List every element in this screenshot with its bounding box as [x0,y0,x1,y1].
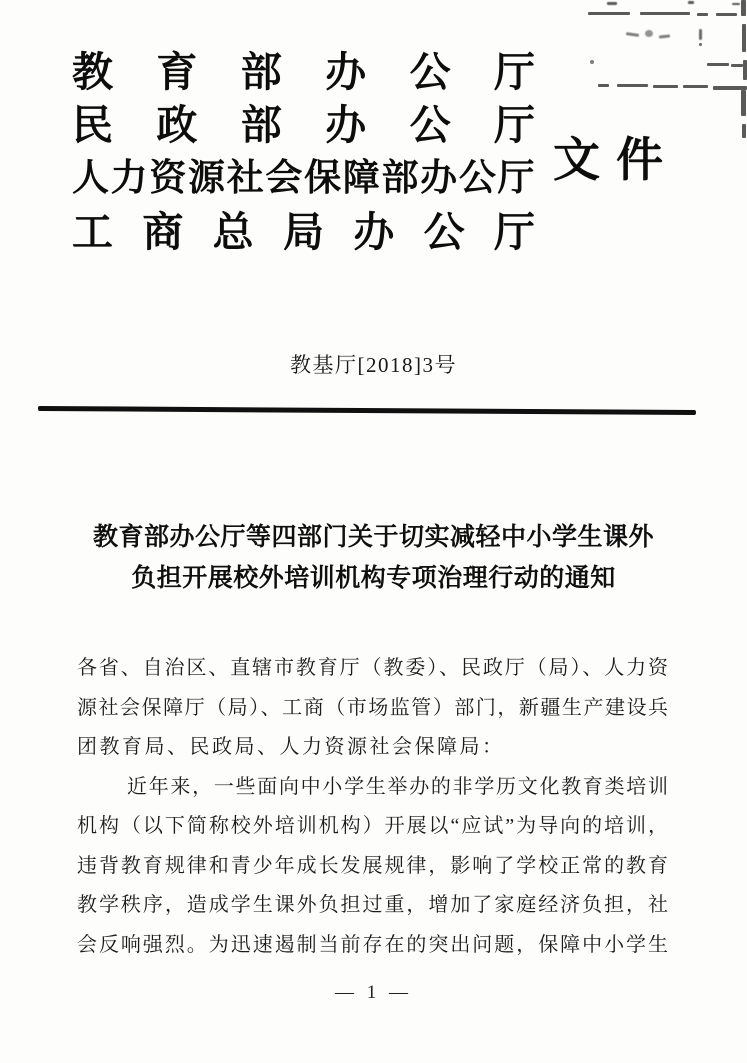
agency-line-mca: 民政部办公厅 [72,102,535,148]
doc-type-label: 文件 [553,135,679,187]
noise-mark [699,29,702,40]
body-line: 各省、自治区、直辖市教育厅（教委）、民政厅（局）、人力资 [77,657,668,679]
noise-mark [588,12,630,15]
noise-edge-mark [742,24,746,52]
body-line: 违背教育规律和青少年成长发展规律，影响了学校正常的教育 [77,854,668,877]
document-body [77,649,668,965]
noise-mark [716,13,737,16]
noise-mark [645,30,653,37]
noise-mark [590,60,594,64]
noise-mark [697,13,708,16]
noise-edge-mark [743,60,747,80]
noise-edge-mark [741,90,746,116]
noise-mark [598,84,609,87]
body-line: 源社会保障厅（局）、工商（市场监管）部门，新疆生产建设兵 [77,696,668,719]
noise-mark [617,84,648,87]
body-line: 团教育局、民政局、人力资源社会保障局： [77,736,505,758]
noise-mark [732,3,740,5]
title-line-2: 负担开展校外培训机构专项治理行动的通知 [131,564,616,592]
page-number: — 1 — [335,982,412,1003]
agency-line-saic: 工商总局办公厅 [72,209,535,255]
noise-mark [707,63,729,66]
body-line: 机构（以下简称校外培训机构）开展以“应试”为导向的培训， [77,815,668,837]
doc-number: 教基厅[2018]3号 [290,353,457,377]
agency-line-moe: 教育部办公厅 [72,49,535,95]
body-line: 会反响强烈。为迅速遏制当前存在的突出问题，保障中小学生 [77,933,668,956]
body-line: 教学秩序，造成学生课外负担过重，增加了家庭经济负担，社 [77,894,668,916]
document-title [0,517,747,599]
body-line: 近年来，一些面向中小学生举办的非学历文化教育类培训 [127,775,668,798]
letterhead-rule [38,406,696,415]
agency-line-mohrss: 人力资源社会保障部办公厅 [72,158,535,199]
noise-mark [699,43,702,46]
noise-mark [640,12,690,15]
noise-edge-mark [742,124,746,138]
noise-edge-mark [741,0,746,16]
noise-mark [683,85,708,88]
title-line-1: 教育部办公厅等四部门关于切实减轻中小学生课外 [92,523,654,551]
noise-mark [626,32,639,37]
noise-mark [653,85,678,88]
noise-mark [688,1,694,4]
noise-mark [731,64,743,67]
letterhead [72,46,535,259]
noise-mark [659,34,670,38]
noise-mark [607,2,617,5]
